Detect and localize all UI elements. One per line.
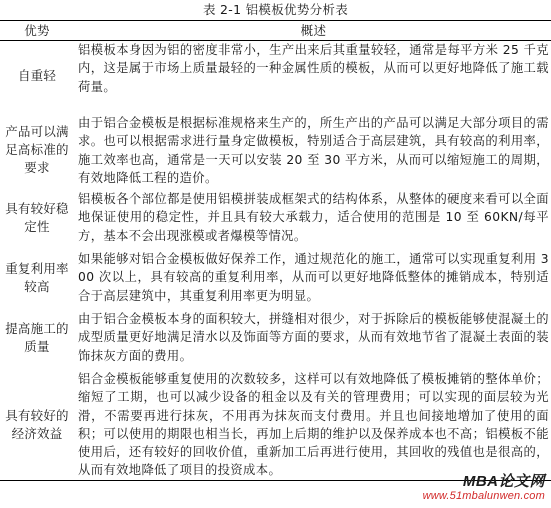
watermark-url: www.51mbalunwen.com — [422, 490, 545, 502]
watermark-logo: MBA论文网 — [462, 473, 545, 490]
advantage-cell: 提高施工的质量 — [5, 321, 69, 354]
summary-cell: 由于铝合金模板本身的面积较大，拼缝相对很少，对于拆除后的模板能够使混凝土的成型质量更好地满足清水以及饰面等方面的要求，从而有效地节省了混凝土表面的装饰抹灰方面的费用。 — [78, 312, 549, 363]
advantage-cell: 具有较好稳定性 — [5, 201, 69, 234]
advantage-cell: 产品可以满足高标准的要求 — [5, 124, 69, 175]
summary-cell: 铝合金模板能够重复使用的次数较多，这样可以有效地降低了模板摊销的整体单价；缩短了工期，也可以减少设备的租金以及有关的管理费用；可以实现的面层较为光滑，不需要再进行抹灰，不用再为抹灰而支付费用。并且也间接地增加了使用的面积；可以使用的期限也相当长，再加上后期的维护以及保养成本也不高；铝模板不能使用后，还有较好的回收价值，重新加工后再进行使用，其回收的残值也是很高的，从而有效地降低了项目的投资成本。 — [78, 372, 549, 478]
advantages-table — [0, 20, 551, 481]
table-header-row — [0, 21, 551, 41]
advantage-cell: 具有较好的经济效益 — [5, 408, 69, 441]
header-summary: 概述 — [300, 23, 327, 38]
site-watermark — [423, 474, 545, 502]
summary-cell: 由于铝合金模板是根据标准规格来生产的，所生产出的产品可以满足大部分项目的需求。也可以根据需求进行量身定做模板，特别适合于高层建筑，具有较高的利用率，施工效率也高，通常是一天可以安装 20 至 30 平方米，从而可以缩短施工的周期，有效地降低工程的造价。 — [78, 116, 549, 185]
advantage-cell: 重复利用率较高 — [5, 261, 69, 294]
table-row — [0, 114, 551, 186]
summary-cell: 铝模板各个部位都是使用铝模拼装成框架式的结构体系，从整体的硬度来看可以全面地保证使用的稳定性，并且具有较大承载力，适合使用的范围是 10 至 60KN/每平方，基本不会出现涨模或者爆模等情况。 — [78, 192, 549, 243]
table-row — [0, 41, 551, 110]
advantage-cell: 自重轻 — [17, 67, 57, 83]
table-row — [0, 190, 551, 246]
table-row — [0, 370, 551, 480]
table-row — [0, 250, 551, 306]
summary-cell: 如果能够对铝合金模板做好保养工作，通过规范化的施工，通常可以实现重复利用 300 次以上，具有较高的重复利用率，从而可以更好地降低整体的摊销成本，特别适合于高层建筑中，其重复利用率更为明显。 — [78, 252, 549, 303]
table-row — [0, 310, 551, 366]
table-caption: 表 2-1 铝模板优势分析表 — [202, 2, 349, 17]
header-advantage: 优势 — [24, 23, 50, 38]
summary-cell: 铝模板本身因为铝的密度非常小，生产出来后其重量较轻，通常是每平方米 25 千克内，这是属于市场上质量最轻的一种金属性质的模板，从而可以更好地降低了施工载荷量。 — [78, 43, 549, 94]
